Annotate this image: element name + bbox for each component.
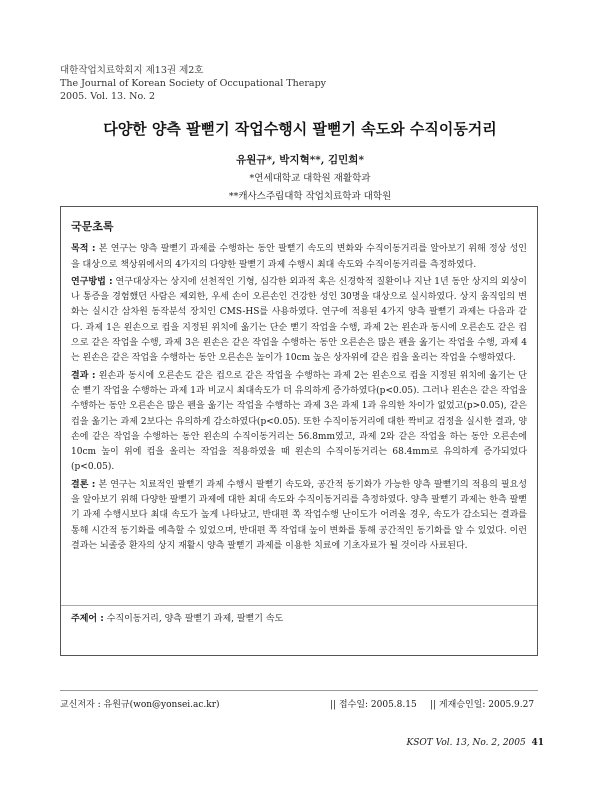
abstract-results bbox=[71, 369, 527, 476]
received-date: || 접수일: 2005.8.15 bbox=[330, 700, 417, 710]
keywords-divider bbox=[61, 605, 537, 606]
keywords bbox=[71, 612, 283, 627]
journal-name-korean: 대한작업치료학회지 제13권 제2호 bbox=[60, 65, 204, 76]
abstract-purpose bbox=[71, 242, 527, 273]
journal-citation: KSOT Vol. 13, No. 2, 2005 bbox=[406, 738, 526, 748]
keywords-text: 수직이동거리, 양측 팔뻗기 과제, 팔뻗기 속도 bbox=[106, 614, 284, 624]
section-label-purpose: 목적 : bbox=[71, 244, 96, 255]
section-text-conclusion: 본 연구는 치료적인 팔뻗기 과제 수행시 팔뻗기 속도와, 공간적 동기화가 가능한 양측 팔뻗기의 적용의 필요성을 알아보기 위해 다양한 팔뻗기 과제에 대한 최대 속도와 수직이동거리를 측정하였다. 양측 팔뻗기 과제는 한측 팔뻗기 과제 수행시보다 최대 속도가 높게 나타났고, 반대편 쪽 작업수행 난이도가 어려울 경우, 속도가 감소되는 결과를 통해 시간적 동기화를 예측할 수 있었으며, 반대편 쪽 작업대 높이 변화를 통해 공간적인 동기화를 알 수 있었다. 이런 결과는 뇌졸중 환자의 상지 재활시 양측 팔뻗기 과제를 이용한 치료에 기초자료가 될 것이라 사료된다. bbox=[71, 479, 527, 551]
section-text-methods: 연구대상자는 상지에 선천적인 기형, 심각한 외과적 혹은 신경학적 질환이나 지난 1년 동안 상지의 외상이나 통증을 경험했던 사람은 제외한, 우세 손이 오른손인 건강한 성인 30명을 대상으로 실시하였다. 상지 움직임의 변화는 실시간 삼차원 동작분석 장치인 CMS-HS를 사용하였다. 연구에 적용된 4가지 양측 팔뻗기 과제는 다음과 같다. 과제 1은 왼손으로 컵을 지정된 위치에 옮기는 단순 뻗기 작업을 수행, 과제 2는 왼손과 동시에 오른손도 같은 컵으로 같은 작업을 수행, 과제 3은 왼손은 같은 작업을 수행하는 동안 오른손은 많은 펜을 옮기는 작업을 수행, 과제 4는 왼손은 같은 작업을 수행하는 동안 오른손은 높이가 10cm 높은 상자위에 같은 컵을 올리는 작업을 수행하였다. bbox=[71, 276, 527, 364]
keywords-label: 주제어 : bbox=[71, 614, 104, 624]
abstract-heading: 국문초록 bbox=[71, 220, 114, 233]
section-label-results: 결과 : bbox=[71, 370, 96, 381]
page-info bbox=[407, 738, 544, 748]
journal-header bbox=[60, 64, 326, 103]
section-label-conclusion: 결론 : bbox=[71, 479, 96, 490]
authors: 유원규*, 박지혁**, 김민희* bbox=[236, 154, 364, 166]
affiliation-2: **캐사스주립대학 작업치료학과 대학원 bbox=[228, 191, 392, 202]
abstract-conclusion bbox=[71, 478, 527, 554]
footer-divider bbox=[60, 690, 538, 691]
section-text-purpose: 본 연구는 양측 팔뻗기 과제를 수행하는 동안 팔뻗기 속도의 변화와 수직이동거리를 알아보기 위해 정상 성인을 대상으로 책상위에서의 4가지의 다양한 팔뻗기 과제 수행시 최대 속도와 수직이동거리를 측정하였다. bbox=[71, 244, 527, 270]
accepted-date: || 게재승인일: 2005.9.27 bbox=[430, 700, 535, 710]
section-text-results: 왼손과 동시에 오른손도 같은 컵으로 같은 작업을 수행하는 과제 2는 왼손으로 컵을 지정된 위치에 옮기는 단순 뻗기 작업을 수행하는 과제 1과 비교시 최대속도가 더 유의하게 증가하였다(p<0.05). 그러나 왼손은 같은 작업을 수행하는 동안 오른손은 많은 펜을 옮기는 작업을 수행하는 과제 3은 과제 1과 유의한 차이가 없었고(p>0.05), 같은 컵을 옮기는 과제 2보다는 유의하게 감소하였다(p<0.05). 또한 수직이동거리에 대한 짝비교 검정을 실시한 결과, 양손에 같은 작업을 수행하는 동안 왼손의 수직이동거리는 56.8mm였고, 과제 2와 같은 작업을 하는 동안 오른손에 10cm 높이 위에 컵을 올리는 작업을 적용하였을 때 왼손의 수직이동거리는 68.4mm로 유의하게 증가되었다(p<0.05). bbox=[71, 370, 527, 473]
paper-title: 다양한 양측 팔뻗기 작업수행시 팔뻗기 속도와 수직이동거리 bbox=[103, 120, 497, 138]
journal-volume: 2005. Vol. 13. No. 2 bbox=[60, 91, 156, 102]
affiliation-1: *연세대학교 대학원 재활학과 bbox=[249, 173, 371, 184]
corresponding-author: 교신저자 : 유원규(won@yonsei.ac.kr) bbox=[60, 700, 220, 710]
abstract-box bbox=[60, 206, 538, 656]
page-number: 41 bbox=[531, 738, 544, 748]
section-label-methods: 연구방법 : bbox=[71, 276, 113, 287]
journal-name-english: The Journal of Korean Society of Occupational Therapy bbox=[60, 78, 327, 89]
abstract-methods bbox=[71, 275, 527, 367]
